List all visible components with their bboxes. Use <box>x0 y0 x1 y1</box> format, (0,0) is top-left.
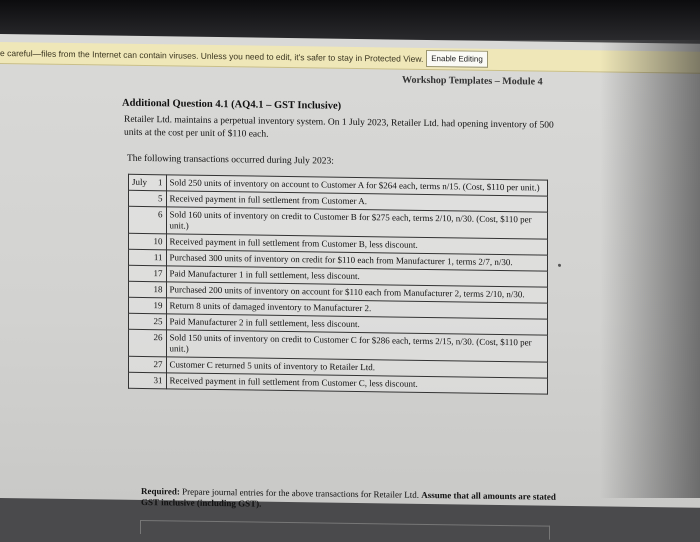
transaction-month <box>129 313 151 329</box>
transaction-month <box>129 281 151 297</box>
document-page <box>0 66 700 508</box>
transaction-month <box>129 372 151 388</box>
transaction-day: 6 <box>150 207 166 234</box>
question-intro: Retailer Ltd. maintains a perpetual inventory system. On 1 July 2023, Retailer Ltd. had opening inventory of 500 units at the cost per unit of $110 each. <box>124 114 554 140</box>
transaction-day: 1 <box>150 175 166 191</box>
transaction-month <box>129 329 151 356</box>
transaction-description: Paid Manufacturer 1 in full settlement, less discount. <box>166 266 547 287</box>
transactions-intro: The following transactions occurred during July 2023: <box>127 153 334 167</box>
transaction-month: July <box>129 174 151 190</box>
transaction-description: Received payment in full settlement from Customer A. <box>166 191 547 212</box>
transaction-day: 25 <box>150 314 166 330</box>
transaction-month <box>129 233 151 249</box>
transaction-description: Purchased 300 units of inventory on credit for $110 each from Manufacturer 1, terms 2/7, n/30. <box>166 250 547 271</box>
required-text: Prepare journal entries for the above transactions for Retailer Ltd. <box>179 486 422 500</box>
transaction-day: 26 <box>150 330 166 357</box>
transaction-description: Received payment in full settlement from Customer B, less discount. <box>166 234 547 255</box>
transaction-description: Purchased 200 units of inventory on account for $110 each from Manufacturer 2, terms 2/10, n/30. <box>166 282 547 303</box>
enable-editing-button[interactable]: Enable Editing <box>426 50 488 68</box>
transaction-day: 17 <box>150 266 166 282</box>
document-window <box>0 34 700 508</box>
transaction-description: Customer C returned 5 units of inventory to Retailer Ltd. <box>166 357 547 378</box>
question-title: Additional Question 4.1 (AQ4.1 – GST Inclusive) <box>122 97 342 112</box>
transaction-description: Paid Manufacturer 2 in full settlement, less discount. <box>166 314 547 335</box>
device-bezel <box>0 0 700 40</box>
transaction-day: 27 <box>150 357 166 373</box>
transaction-description: Sold 250 units of inventory on account to Customer A for $264 each, terms n/15. (Cost, $110 per unit.) <box>166 175 547 196</box>
cursor-dot <box>558 264 561 267</box>
transaction-day: 11 <box>150 250 166 266</box>
transaction-month <box>129 206 151 233</box>
transaction-month <box>129 297 151 313</box>
screen-shadow <box>600 40 700 498</box>
transaction-day: 10 <box>150 234 166 250</box>
transaction-day: 31 <box>150 373 166 389</box>
transaction-month <box>129 265 151 281</box>
transaction-month <box>129 249 151 265</box>
required-emphasis: Assume that all amounts are stated GST inclusive (including GST). <box>141 489 556 509</box>
transaction-description: Received payment in full settlement from Customer C, less discount. <box>166 373 547 394</box>
required-paragraph <box>141 486 561 514</box>
protected-view-message: e careful—files from the Internet can contain viruses. Unless you need to edit, it's safer to stay in Protected View. <box>0 48 424 64</box>
transaction-description: Return 8 units of damaged inventory to Manufacturer 2. <box>166 298 547 319</box>
transaction-day: 5 <box>150 191 166 207</box>
transactions-table <box>128 174 548 395</box>
answer-box <box>140 520 550 540</box>
transaction-day: 18 <box>150 282 166 298</box>
transaction-month <box>129 356 151 372</box>
transaction-description: Sold 160 units of inventory on credit to Customer B for $275 each, terms 2/10, n/30. (Cost, $110 per unit.) <box>166 207 547 239</box>
transaction-description: Sold 150 units of inventory on credit to Customer C for $286 each, terms 2/15, n/30. (Cost, $110 per unit.) <box>166 330 547 362</box>
transaction-day: 19 <box>150 298 166 314</box>
required-label: Required: <box>141 485 180 497</box>
document-header: Workshop Templates – Module 4 <box>402 74 543 88</box>
transaction-month <box>129 190 151 206</box>
